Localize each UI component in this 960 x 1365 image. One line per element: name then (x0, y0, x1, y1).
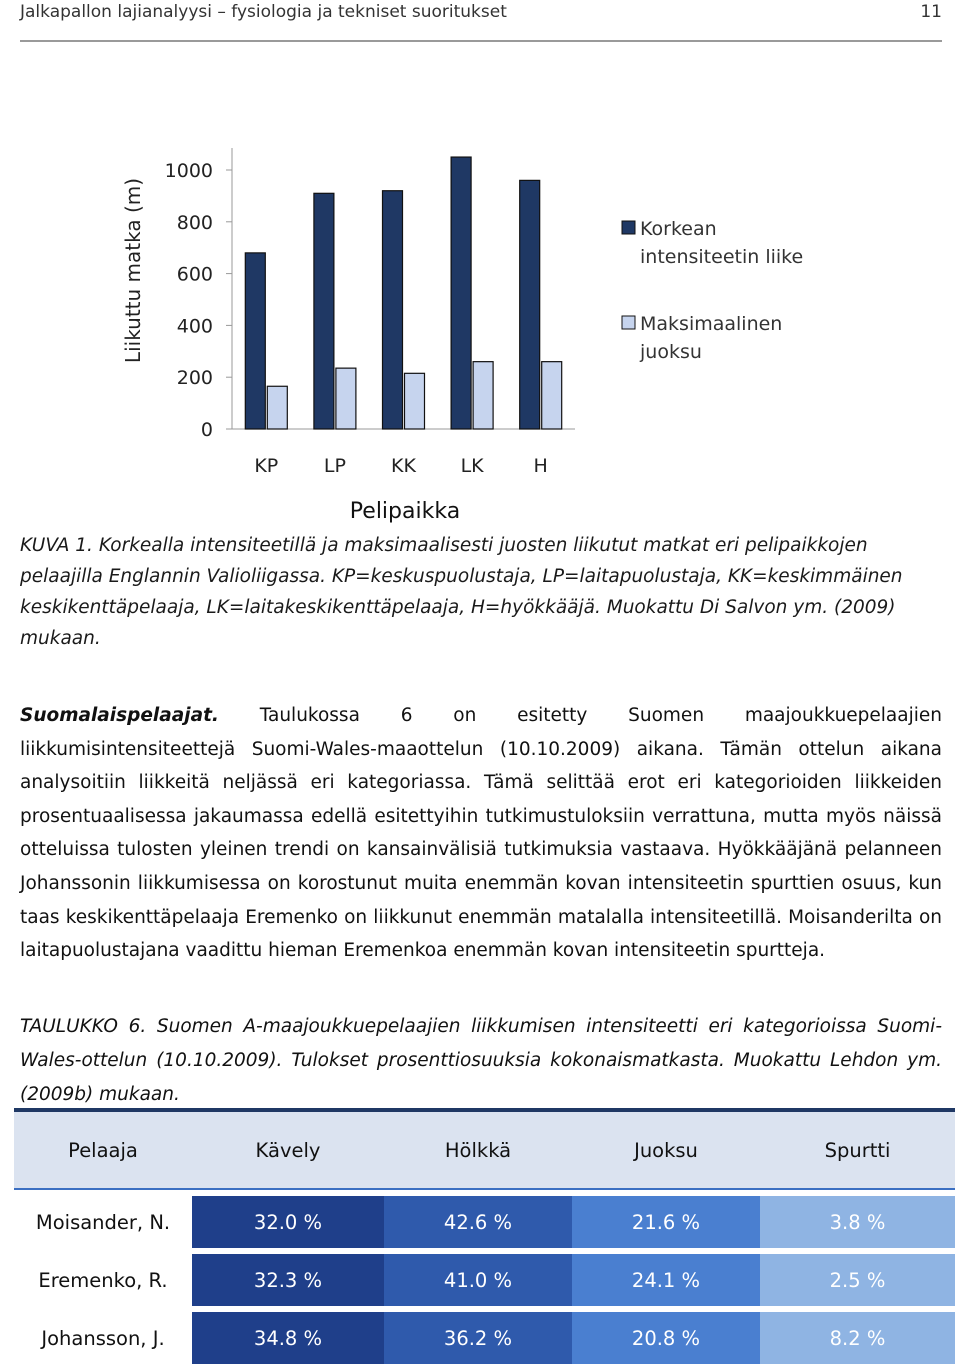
figure-caption: KUVA 1. Korkealla intensiteetillä ja maksimaalisesti juosten liikutut matkat eri pelipaikkojen pelaajilla Englannin Valioliigassa. KP=keskuspuolustaja, LP=laitapuolustaja, KK=keskimmäinen keskikenttäpelaaja, LK=laitakeskikenttäpelaaja, H=hyökkääjä. Muokattu Di Salvon ym. (2009) mukaan. (20, 535, 903, 649)
legend-label: Maksimaalinen (640, 313, 783, 335)
paragraph-body: Taulukossa 6 on esitetty Suomen maajoukkuepelaajien liikkumisintensiteettejä Suomi-Wales-maaottelun (10.10.2009) aikana. Tämän ottelun aikana analysoitiin liikkeitä neljässä eri kategoriassa. Tämä selittää erot eri kategorioiden liikkeiden prosentuaalisessa jakaumassa edellä esitettyihin tutkimustuloksiin verrattuna, mutta myös näissä otteluissa tulosten yleinen trendi on kansainvälisiä tutkimuksia vastaava. Hyökkääjänä pelanneen Johanssonin liikkumisessa on korostunut muita enemmän kovan intensiteetin spurttien osuus, kun taas keskikenttäpelaaja Eremenko on liikkunut enemmän matalalla intensiteetillä. Moisanderilta on laitapuolustajana vaadittu hieman Eremenkoa enemmän kovan intensiteetin spurtteja. (20, 705, 942, 962)
table-caption: TAULUKKO 6. Suomen A-maajoukkuepelaajien liikkumisen intensiteetti eri kategorioissa Suomi-Wales-ottelun (10.10.2009). Tulokset prosenttiosuuksia kokonaismatkasta. Muokattu Lehdon ym. (2009b) mukaan. (20, 1016, 942, 1105)
page-header (20, 0, 942, 42)
player-name: Eremenko, R. (14, 1254, 192, 1306)
x-tick-label: KK (391, 455, 416, 477)
bar-max-run (336, 368, 356, 429)
table-cell: 42.6 % (384, 1196, 572, 1248)
table-row (14, 1196, 955, 1248)
bar-max-run (542, 362, 562, 429)
bar-max-run (405, 373, 425, 429)
table-cell: 34.8 % (192, 1312, 384, 1364)
table-header-row (14, 1112, 955, 1190)
table-cell: 20.8 % (572, 1312, 760, 1364)
y-tick-label: 600 (176, 263, 213, 286)
header-cell: Kävely (255, 1138, 321, 1162)
x-tick-label: LK (460, 455, 484, 477)
bar-high-intensity (314, 193, 334, 429)
paragraph-lead: Suomalaispelaajat. (20, 705, 219, 726)
table-cell: 21.6 % (572, 1196, 760, 1248)
legend-swatch (622, 316, 635, 329)
header-cell: Juoksu (634, 1138, 698, 1162)
bar-high-intensity (383, 191, 403, 429)
bar-max-run (267, 386, 287, 429)
bar-high-intensity (520, 180, 540, 429)
table-cell: 32.3 % (192, 1254, 384, 1306)
table-cell: 8.2 % (760, 1312, 955, 1364)
y-tick-label: 800 (176, 211, 213, 234)
y-tick-label: 400 (176, 315, 213, 338)
bar-chart (0, 140, 960, 530)
table-row (14, 1254, 955, 1306)
legend-swatch (622, 221, 635, 234)
header-cell: Spurtti (824, 1138, 891, 1162)
legend-label: juoksu (640, 341, 702, 363)
table-cell: 36.2 % (384, 1312, 572, 1364)
player-name: Moisander, N. (14, 1196, 192, 1248)
table-cell: 24.1 % (572, 1254, 760, 1306)
legend-label: intensiteetin liike (640, 246, 804, 268)
x-tick-label: LP (323, 455, 346, 477)
x-axis-title: Pelipaikka (349, 499, 461, 524)
table-cell: 3.8 % (760, 1196, 955, 1248)
bar-high-intensity (245, 253, 265, 429)
document-title: Jalkapallon lajianalyysi – fysiologia ja tekniset suoritukset (20, 2, 507, 22)
header-cell: Hölkkä (444, 1138, 512, 1162)
legend-label: Korkean (640, 218, 717, 240)
table-row (14, 1312, 955, 1364)
table-cell: 2.5 % (760, 1254, 955, 1306)
results-table (14, 1108, 955, 1365)
x-tick-label: H (533, 455, 548, 477)
bar-max-run (473, 362, 493, 429)
player-name: Johansson, J. (14, 1312, 192, 1364)
table-cell: 32.0 % (192, 1196, 384, 1248)
x-tick-label: KP (254, 455, 279, 477)
y-tick-label: 1000 (164, 160, 213, 182)
page-number: 11 (920, 2, 942, 22)
body-paragraph (20, 699, 942, 968)
header-cell: Pelaaja (68, 1138, 138, 1162)
y-tick-label: 200 (176, 367, 213, 390)
bar-high-intensity (451, 157, 471, 429)
y-axis-title: Liikuttu matka (m) (121, 177, 145, 364)
table-cell: 41.0 % (384, 1254, 572, 1306)
y-tick-label: 0 (200, 419, 213, 441)
